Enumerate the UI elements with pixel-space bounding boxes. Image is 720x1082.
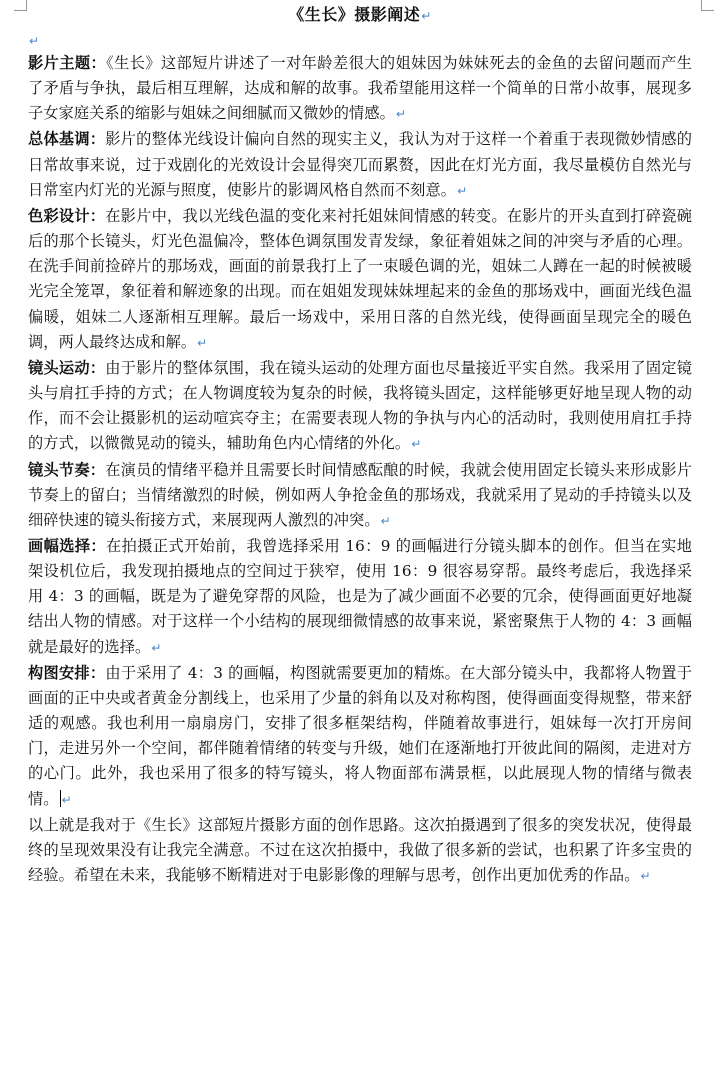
section-text: 在拍摄正式开始前，我曾选择采用 16：9 的画幅进行分镜头脚本的创作。但当在实地架设机位后，我发现拍摄地点的空间过于狭窄，使用 16：9 很容易穿帮。最终考虑后，我选择采用 4：3 的画幅，既是为了避免穿帮的风险，也是为了减少画面不必要的冗余，使得画面更好地凝结出人物的情感。对于这样一个小结构的展现细微情感的故事来说，紧密聚焦于人物的 4：3 画幅就是最好的选择。 — [28, 536, 692, 656]
paragraph-camera-movement[interactable] — [28, 356, 692, 458]
section-heading: 构图安排： — [28, 663, 106, 682]
section-heading: 画幅选择： — [28, 536, 107, 555]
paragraph-mark-icon: ↵ — [411, 437, 422, 452]
paragraph-mark-icon: ↵ — [197, 335, 208, 350]
paragraph-mark-icon: ↵ — [151, 640, 162, 655]
paragraph-composition[interactable] — [28, 661, 692, 813]
paragraph-mark-icon: ↵ — [421, 9, 432, 23]
paragraph-conclusion[interactable] — [28, 813, 692, 889]
section-text: 在演员的情绪平稳并且需要长时间情感酝酿的时候，我就会使用固定长镜头来形成影片节奏上的留白；当情绪激烈的时候，例如两人争抢金鱼的那场戏，我就采用了晃动的手持镜头以及细碎快速的镜头衔接方式，来展现两人激烈的冲突。 — [28, 460, 692, 529]
paragraph-mark-icon: ↵ — [380, 513, 391, 528]
paragraph-rhythm[interactable] — [28, 458, 692, 534]
paragraph-mark-icon: ↵ — [61, 792, 72, 807]
section-text: 由于影片的整体氛围，我在镜头运动的处理方面也尽量接近平实自然。我采用了固定镜头与肩扛手持的方式；在人物调度较为复杂的时候，我将镜头固定，这样能够更好地呈现人物的动作，而不会让摄影机的运动喧宾夺主；在需要表现人物的争执与内心的活动时，我则使用肩扛手持的方式，以微微晃动的镜头，辅助角色内心情绪的外化。 — [28, 358, 692, 453]
paragraph-mark-icon: ↵ — [395, 107, 407, 122]
paragraph-color-design[interactable] — [28, 204, 692, 356]
paragraph-aspect-ratio[interactable] — [28, 534, 692, 661]
paragraph-mark-icon: ↵ — [457, 183, 468, 198]
section-text: 以上就是我对于《生长》这部短片摄影方面的创作思路。这次拍摄遇到了很多的突发状况，使得最终的呈现效果没有让我完全满意。不过在这次拍摄中，我做了很多新的尝试，也积累了许多宝贵的经验。希望在未来，我能够不断精进对于电影影像的理解与思考，创作出更加优秀的作品。 — [28, 815, 692, 884]
document-body — [28, 51, 692, 889]
section-heading: 镜头运动： — [28, 358, 106, 377]
section-text: 由于采用了 4：3 的画幅，构图就需要更加的精炼。在大部分镜头中，我都将人物置于画面的正中央或者黄金分割线上，也采用了少量的斜角以及对称构图，使得画面变得规整，带来舒适的观感。我也利用一扇扇房门，安排了很多框架结构，伴随着故事进行，姐妹每一次打开房间门，走进另外一个空间，都伴随着情绪的转变与升级，她们在逐渐地打开彼此间的隔阂，走进对方的心门。此外，我也采用了很多的特写镜头，将人物面部布满景框，以此展现人物的情绪与微表情。 — [28, 663, 693, 808]
text-cursor — [60, 790, 61, 807]
paragraph-mark-icon: ↵ — [640, 869, 651, 883]
section-text: 在影片中，我以光线色温的变化来衬托姐妹间情感的转变。在影片的开头直到打碎瓷碗后的那个长镜头，灯光色温偏冷，整体色调氛围发青发绿，象征着姐妹之间的冲突与矛盾的心理。在洗手间前捡碎片的那场戏，画面的前景我打上了一束暖色调的光，姐妹二人蹲在一起的时候被暖光完全笼罩，象征着和解迹象的出现。而在姐姐发现妹妹埋起来的金鱼的那场戏中，画面光线色温偏暖，姐妹二人逐渐相互理解。最后一场戏中，采用日落的自然光线，使得画面呈现完全的暖色调，两人最终达成和解。 — [28, 206, 692, 351]
section-heading: 色彩设计： — [28, 206, 106, 225]
section-text: 《生长》这部短片讲述了一对年龄差很大的姐妹因为妹妹死去的金鱼的去留问题而产生了矛盾与争执，最后相互理解，达成和解的故事。我希望能用这样一个简单的日常小故事，展现多子女家庭关系的缩影与姐妹之间细腻而又微妙的情感。 — [28, 54, 693, 123]
paragraph-mark-icon: ↵ — [29, 34, 40, 48]
section-text: 影片的整体光线设计偏向自然的现实主义，我认为对于这样一个着重于表现微妙情感的日常故事来说，过于戏剧化的光效设计会显得突兀而累赘，因此在灯光方面，我尽量模仿自然光与日常室内灯光的光源与照度，使影片的影调风格自然而不刻意。 — [28, 130, 692, 199]
section-heading: 影片主题： — [28, 54, 107, 72]
paragraph-tone[interactable] — [28, 127, 692, 203]
section-heading: 镜头节奏： — [28, 460, 106, 479]
document-title-text: 《生长》摄影阐述 — [288, 5, 421, 24]
empty-paragraph[interactable] — [28, 30, 39, 51]
paragraph-theme[interactable] — [28, 51, 692, 127]
section-heading: 总体基调： — [28, 130, 106, 149]
document-title[interactable] — [0, 4, 720, 27]
